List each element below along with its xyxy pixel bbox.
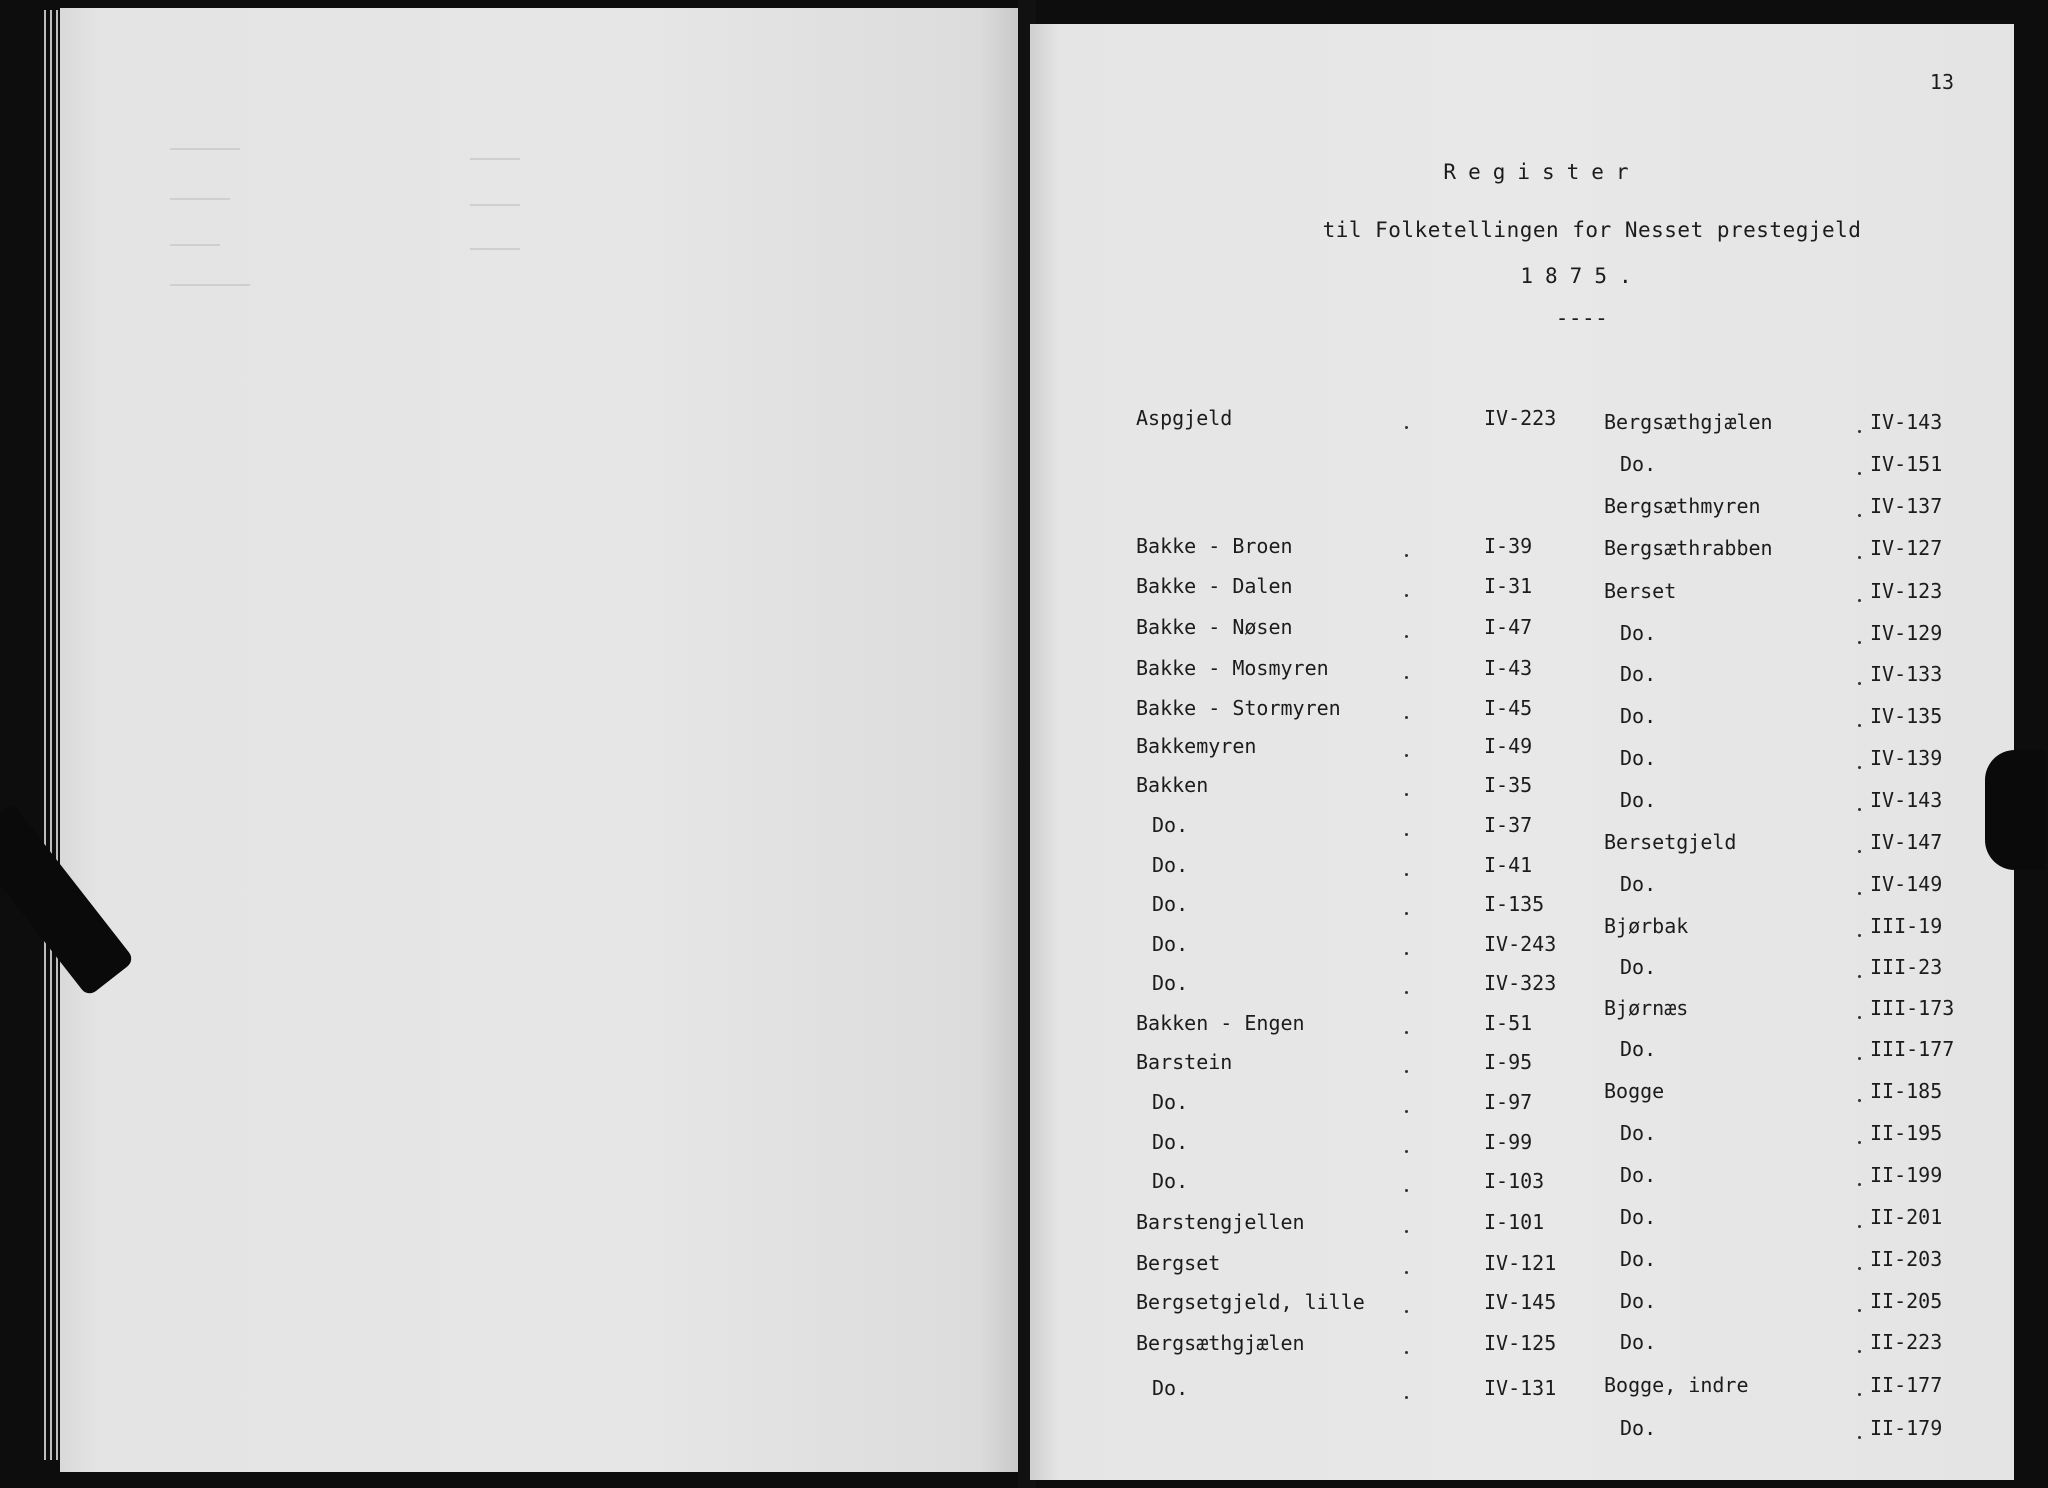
leader-dot [1405,1110,1408,1113]
leader-dot [1858,1183,1861,1186]
register-subtitle: til Folketellingen for Nesset prestegjeld [1322,218,1862,242]
leader-dot [1405,554,1408,557]
page-number: 13 [1929,70,1954,94]
entry-name: Do. [1152,932,1189,956]
entry-name: Do. [1152,1376,1189,1400]
leader-dot [1858,892,1861,895]
leader-dot [1858,1267,1861,1270]
entry-name: Do. [1620,1289,1657,1313]
entry-name: Bogge, indre [1604,1373,1749,1397]
entry-reference: IV-129 [1870,621,1943,645]
entry-name: Bjørnæs [1604,996,1689,1020]
entry-reference: IV-151 [1870,452,1943,476]
leader-dot [1858,1057,1861,1060]
entry-reference: IV-143 [1870,788,1943,812]
entry-name: Barstengjellen [1136,1210,1305,1234]
leader-dot [1858,808,1861,811]
entry-name: Do. [1152,892,1189,916]
leader-dot [1858,1350,1861,1353]
leader-dot [1858,1016,1861,1019]
leader-dot [1858,514,1861,517]
entry-name: Bakkemyren [1136,734,1257,758]
entry-name: Barstein [1136,1050,1233,1074]
leader-dot [1405,833,1408,836]
entry-name: Bakken - Engen [1136,1011,1305,1035]
leader-dot [1858,850,1861,853]
leader-dot [1405,1271,1408,1274]
entry-reference: II-177 [1870,1373,1943,1397]
entry-name: Do. [1620,872,1657,896]
leader-dot [1858,430,1861,433]
entry-reference: IV-223 [1484,406,1557,430]
entry-reference: IV-123 [1870,579,1943,603]
entry-name: Bergsæthgjælen [1604,410,1773,434]
left-page [60,8,1018,1472]
leader-dot [1858,1309,1861,1312]
entry-name: Bjørbak [1604,914,1689,938]
entry-name: Bergset [1136,1251,1221,1275]
entry-reference: I-41 [1484,853,1533,877]
entry-reference: I-99 [1484,1130,1533,1154]
leader-dot [1858,556,1861,559]
entry-name: Do. [1620,1121,1657,1145]
entry-name: Bakke - Dalen [1136,574,1293,598]
leader-dot [1405,1230,1408,1233]
right-page [1030,24,2014,1480]
entry-name: Do. [1620,704,1657,728]
leader-dot [1405,716,1408,719]
entry-name: Do. [1620,1416,1657,1440]
leader-dot [1405,991,1408,994]
leader-dot [1405,1150,1408,1153]
entry-name: Do. [1620,746,1657,770]
entry-name: Do. [1620,621,1657,645]
entry-name: Do. [1620,1247,1657,1271]
entry-reference: I-35 [1484,773,1533,797]
leader-dot [1858,472,1861,475]
entry-reference: II-205 [1870,1289,1943,1313]
entry-name: Bakke - Nøsen [1136,615,1293,639]
entry-name: Do. [1152,971,1189,995]
entry-reference: IV-147 [1870,830,1943,854]
entry-name: Do. [1620,1037,1657,1061]
leader-dot [1858,724,1861,727]
entry-name: Do. [1620,788,1657,812]
entry-reference: I-103 [1484,1169,1545,1193]
entry-name: Do. [1620,662,1657,686]
leader-dot [1858,641,1861,644]
entry-reference: I-49 [1484,734,1533,758]
entry-reference: II-199 [1870,1163,1943,1187]
leader-dot [1405,793,1408,796]
entry-name: Do. [1620,1330,1657,1354]
leader-dot [1405,1189,1408,1192]
leader-dot [1858,975,1861,978]
leader-dot [1405,873,1408,876]
entry-reference: IV-137 [1870,494,1943,518]
entry-name: Bergsetgjeld, lille [1136,1290,1365,1314]
leader-dot [1858,682,1861,685]
entry-name: Bergsæthrabben [1604,536,1773,560]
register-title: Register [1443,160,1641,184]
entry-reference: IV-133 [1870,662,1943,686]
entry-reference: I-39 [1484,534,1533,558]
leader-dot [1858,1393,1861,1396]
leader-dot [1405,1070,1408,1073]
entry-reference: III-177 [1870,1037,1955,1061]
entry-name: Do. [1620,1163,1657,1187]
entry-reference: I-97 [1484,1090,1533,1114]
entry-reference: IV-323 [1484,971,1557,995]
entry-name: Aspgjeld [1136,406,1233,430]
entry-reference: IV-127 [1870,536,1943,560]
entry-reference: I-37 [1484,813,1533,837]
entry-reference: II-203 [1870,1247,1943,1271]
entry-reference: I-101 [1484,1210,1545,1234]
entry-reference: IV-243 [1484,932,1557,956]
entry-name: Bakken [1136,773,1209,797]
entry-reference: II-201 [1870,1205,1943,1229]
entry-reference: III-23 [1870,955,1943,979]
entry-name: Bakke - Broen [1136,534,1293,558]
entry-name: Do. [1620,452,1657,476]
entry-name: Bakke - Stormyren [1136,696,1341,720]
leader-dot [1858,1436,1861,1439]
entry-name: Do. [1620,955,1657,979]
heading-divider: ---- [1555,306,1609,330]
entry-reference: IV-139 [1870,746,1943,770]
entry-name: Do. [1152,1090,1189,1114]
leader-dot [1405,1310,1408,1313]
entry-reference: IV-131 [1484,1376,1557,1400]
leader-dot [1858,1099,1861,1102]
entry-name: Do. [1152,1169,1189,1193]
entry-reference: II-179 [1870,1416,1943,1440]
entry-name: Do. [1152,813,1189,837]
entry-reference: II-223 [1870,1330,1943,1354]
entry-reference: I-51 [1484,1011,1533,1035]
leader-dot [1405,952,1408,955]
leader-dot [1405,426,1408,429]
leader-dot [1858,934,1861,937]
page-edge [50,10,52,1460]
leader-dot [1405,594,1408,597]
entry-name: Berset [1604,579,1677,603]
entry-reference: II-185 [1870,1079,1943,1103]
leader-dot [1405,676,1408,679]
entry-reference: III-173 [1870,996,1955,1020]
leader-dot [1858,1141,1861,1144]
entry-reference: IV-121 [1484,1251,1557,1275]
entry-reference: I-95 [1484,1050,1533,1074]
entry-reference: IV-143 [1870,410,1943,434]
entry-reference: I-43 [1484,656,1533,680]
leader-dot [1405,754,1408,757]
leader-dot [1405,635,1408,638]
entry-reference: I-135 [1484,892,1545,916]
leader-dot [1405,1351,1408,1354]
entry-name: Bakke - Mosmyren [1136,656,1329,680]
entry-reference: IV-125 [1484,1331,1557,1355]
leader-dot [1405,912,1408,915]
leader-dot [1405,1396,1408,1399]
entry-reference: I-31 [1484,574,1533,598]
entry-name: Bergsæthmyren [1604,494,1761,518]
leader-dot [1858,766,1861,769]
leader-dot [1858,1225,1861,1228]
entry-name: Bogge [1604,1079,1665,1103]
entry-name: Bersetgjeld [1604,830,1737,854]
entry-name: Do. [1620,1205,1657,1229]
entry-name: Do. [1152,853,1189,877]
entry-reference: IV-135 [1870,704,1943,728]
leader-dot [1858,599,1861,602]
entry-name: Do. [1152,1130,1189,1154]
entry-reference: II-195 [1870,1121,1943,1145]
entry-reference: I-47 [1484,615,1533,639]
entry-name: Bergsæthgjælen [1136,1331,1305,1355]
entry-reference: I-45 [1484,696,1533,720]
page-edge [56,10,58,1460]
page-edge [44,10,46,1460]
leader-dot [1405,1031,1408,1034]
entry-reference: IV-145 [1484,1290,1557,1314]
register-year: 1875. [1520,264,1644,288]
binder-clip [1985,750,2045,870]
entry-reference: III-19 [1870,914,1943,938]
entry-reference: IV-149 [1870,872,1943,896]
